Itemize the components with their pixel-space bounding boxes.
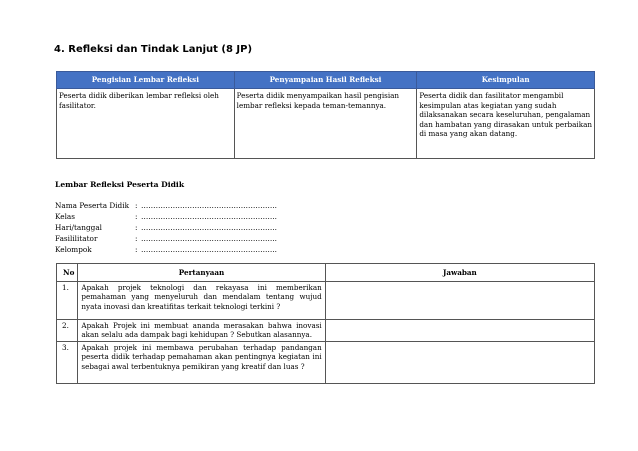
section-heading: 4. Refleksi dan Tindak Lanjut (8 JP) bbox=[54, 44, 253, 55]
cell-pengisian: Peserta didik diberikan lembar refleksi oleh fasilitator. bbox=[57, 89, 235, 159]
field-colon: : bbox=[135, 212, 138, 221]
field-colon: : bbox=[135, 245, 138, 254]
header-penyampaian: Penyampaian Hasil Refleksi bbox=[234, 72, 417, 89]
cell-kesimpulan: Peserta didik dan fasilitator mengambil kesimpulan atas kegiatan yang sudah dilaksanakan secara keseluruhan, pengalaman dan hambatan yang dirasakan untuk perbaikan di masa yang akan datang. bbox=[417, 89, 595, 159]
identity-fields bbox=[55, 200, 277, 255]
question-cell: Apakah projek ini membawa perubahan terhadap pandangan peserta didik terhadap pemahaman akan pentingnya kegiatan ini sebagai awal terbentuknya pemikiran yang kreatif dan luas ? bbox=[78, 341, 325, 383]
table-row bbox=[57, 89, 595, 159]
worksheet-title: Lembar Refleksi Peserta Didik bbox=[55, 180, 185, 189]
field-blank[interactable]: ……………………………………………….. bbox=[141, 245, 277, 254]
answer-cell[interactable] bbox=[325, 341, 594, 383]
field-colon: : bbox=[135, 201, 138, 210]
field-blank[interactable]: ……………………………………………….. bbox=[141, 212, 277, 221]
table-row bbox=[57, 282, 595, 320]
table-header-row bbox=[57, 264, 595, 282]
table-header-row bbox=[57, 72, 595, 89]
row-number: 3. bbox=[57, 341, 78, 383]
field-label: Kelas bbox=[55, 212, 76, 221]
row-number: 2. bbox=[57, 320, 78, 342]
reflection-steps-table bbox=[56, 71, 595, 159]
field-colon: : bbox=[135, 223, 138, 232]
field-blank[interactable]: ……………………………………………….. bbox=[141, 234, 277, 243]
field-nama bbox=[55, 200, 277, 211]
field-label: Kelompok bbox=[55, 245, 92, 254]
reflection-questions-table bbox=[56, 263, 595, 384]
field-kelompok bbox=[55, 244, 277, 255]
field-label: Nama Peserta Didik bbox=[55, 201, 129, 210]
question-cell: Apakah projek teknologi dan rekayasa ini memberikan pemahaman yang menyeluruh dan mendalam tentang wujud nyata inovasi dan kreatifitas terkait teknologi terkini ? bbox=[78, 282, 325, 320]
field-blank[interactable]: ……………………………………………….. bbox=[141, 201, 277, 210]
field-label: Hari/tanggal bbox=[55, 223, 103, 232]
field-colon: : bbox=[135, 234, 138, 243]
header-pengisian: Pengisian Lembar Refleksi bbox=[57, 72, 235, 89]
field-blank[interactable]: ……………………………………………….. bbox=[141, 223, 277, 232]
answer-cell[interactable] bbox=[325, 282, 594, 320]
header-kesimpulan: Kesimpulan bbox=[417, 72, 595, 89]
header-jawaban: Jawaban bbox=[325, 264, 594, 282]
field-fasilitator bbox=[55, 233, 277, 244]
header-no: No bbox=[57, 264, 78, 282]
table-row bbox=[57, 341, 595, 383]
row-number: 1. bbox=[57, 282, 78, 320]
cell-penyampaian: Peserta didik menyampaikan hasil pengisian lembar refleksi kepada teman-temannya. bbox=[234, 89, 417, 159]
answer-cell[interactable] bbox=[325, 320, 594, 342]
header-pertanyaan: Pertanyaan bbox=[78, 264, 325, 282]
field-kelas bbox=[55, 211, 277, 222]
table-row bbox=[57, 320, 595, 342]
field-hari-tanggal bbox=[55, 222, 277, 233]
question-cell: Apakah Projek ini membuat ananda merasakan bahwa inovasi akan selalu ada dampak bagi kehidupan ? Sebutkan alasannya. bbox=[78, 320, 325, 342]
field-label: Fasililitator bbox=[55, 234, 98, 243]
